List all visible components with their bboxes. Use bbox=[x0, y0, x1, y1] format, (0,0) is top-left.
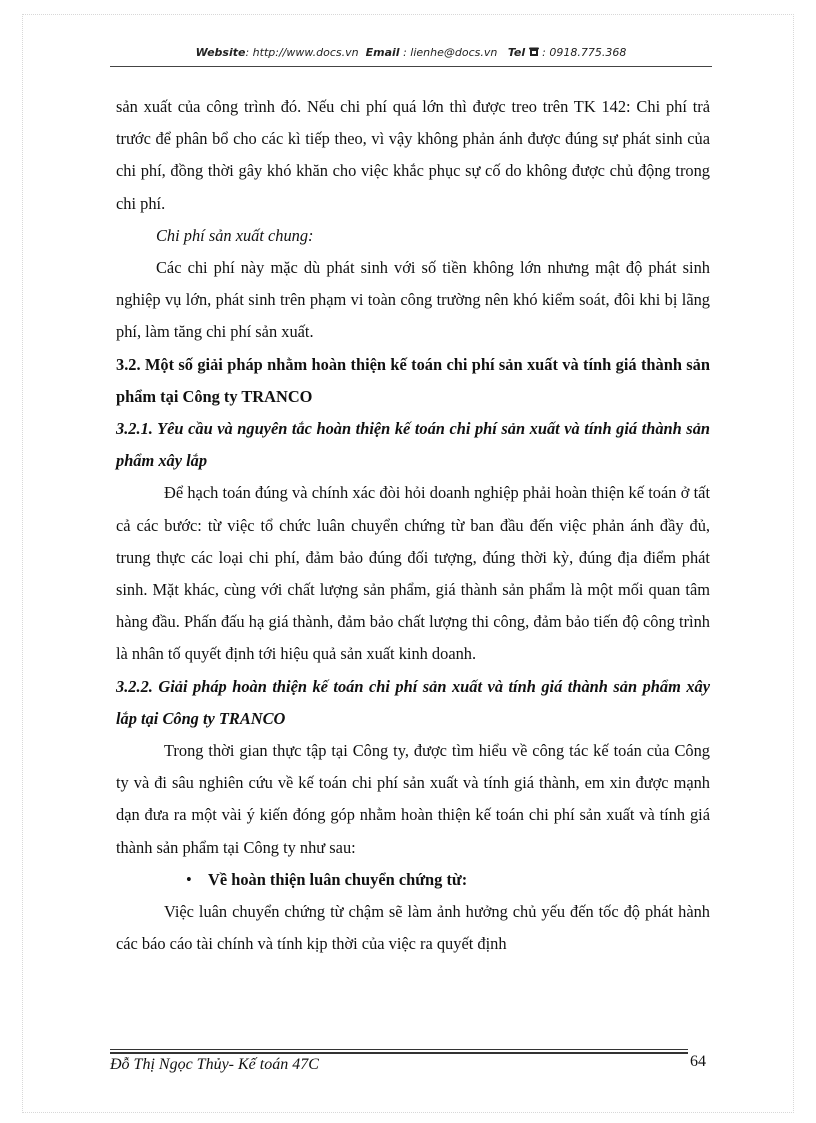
heading-3-2-1: 3.2.1. Yêu cầu và nguyên tắc hoàn thiện kế toán chi phí sản xuất và tính giá thành sản phẩm xây lắp bbox=[116, 419, 710, 471]
document-body bbox=[116, 91, 710, 960]
header-rule bbox=[110, 66, 712, 67]
page-number: 64 bbox=[690, 1053, 706, 1070]
paragraph-5: Việc luân chuyển chứng từ chậm sẽ làm ảnh hưởng chủ yếu đến tốc độ phát hành các báo cáo tài chính và tính kịp thời của việc ra quyết định bbox=[116, 902, 710, 954]
tel-label: Tel bbox=[507, 46, 526, 59]
subheading-general-costs: Chi phí sản xuất chung: bbox=[156, 225, 314, 245]
paragraph-3: Để hạch toán đúng và chính xác đòi hỏi doanh nghiệp phải hoàn thiện kế toán ở tất cả các bước: từ việc tổ chức luân chuyển chứng từ ban đầu đến việc phản ánh đầy đủ, trung thực các loại chi phí, đảm bảo đúng đối tượng, đúng thời kỳ, đúng địa điểm phát sinh. Mặt khác, cùng với chất lượng sản phẩm, giá thành sản phẩm là một mối quan tâm hàng đầu. Phấn đấu hạ giá thành, đảm bảo chất lượng thi công, đảm bảo tiến độ công trình là nhân tố quyết định tới hiệu quả sản xuất kinh doanh. bbox=[116, 483, 710, 664]
footer-rule-thick bbox=[110, 1052, 688, 1054]
footer-author: Đỗ Thị Ngọc Thủy- Kế toán 47C bbox=[110, 1056, 319, 1073]
bullet-symbol: • bbox=[186, 869, 192, 889]
email-value: : lienhe@docs.vn bbox=[403, 46, 498, 59]
paragraph-4: Trong thời gian thực tập tại Công ty, được tìm hiểu về công tác kế toán của Công ty và đi sâu nghiên cứu về kế toán chi phí sản xuất và tính giá thành, em xin được mạnh dạn đưa ra một vài ý kiến đóng góp nhằm hoàn thiện kế toán chi phí sản xuất và tính giá thành sản phẩm tại Công ty như sau: bbox=[116, 741, 710, 857]
website-label: Website bbox=[195, 46, 246, 59]
tel-value: : 0918.775.368 bbox=[542, 46, 627, 59]
footer-rule-thin bbox=[110, 1049, 688, 1050]
phone-icon bbox=[529, 47, 539, 60]
heading-3-2-2: 3.2.2. Giải pháp hoàn thiện kế toán chi phí sản xuất và tính giá thành sản phẩm xây lắp tại Công ty TRANCO bbox=[116, 676, 710, 728]
paragraph-1: sản xuất của công trình đó. Nếu chi phí quá lớn thì được treo trên TK 142: Chi phí trả trước để phân bổ cho các kì tiếp theo, vì vậy không phản ánh được đúng sự phát sinh của chi phí, đồng thời gây khó khăn cho việc khắc phục sự cố do không được chủ động trong chi phí. bbox=[116, 97, 710, 213]
email-label: Email bbox=[365, 46, 400, 59]
bullet-text: Về hoàn thiện luân chuyển chứng từ: bbox=[208, 869, 468, 889]
page-header bbox=[110, 46, 712, 60]
bullet-item bbox=[116, 864, 710, 896]
website-value: : http://www.docs.vn bbox=[245, 46, 359, 59]
heading-3-2: 3.2. Một số giải pháp nhằm hoàn thiện kế toán chi phí sản xuất và tính giá thành sản phẩm tại Công ty TRANCO bbox=[116, 354, 710, 406]
paragraph-2: Các chi phí này mặc dù phát sinh với số tiền không lớn nhưng mật độ phát sinh nghiệp vụ lớn, phát sinh trên phạm vi toàn công trường nên khó kiểm soát, đôi khi bị lãng phí, làm tăng chi phí sản xuất. bbox=[116, 258, 710, 342]
